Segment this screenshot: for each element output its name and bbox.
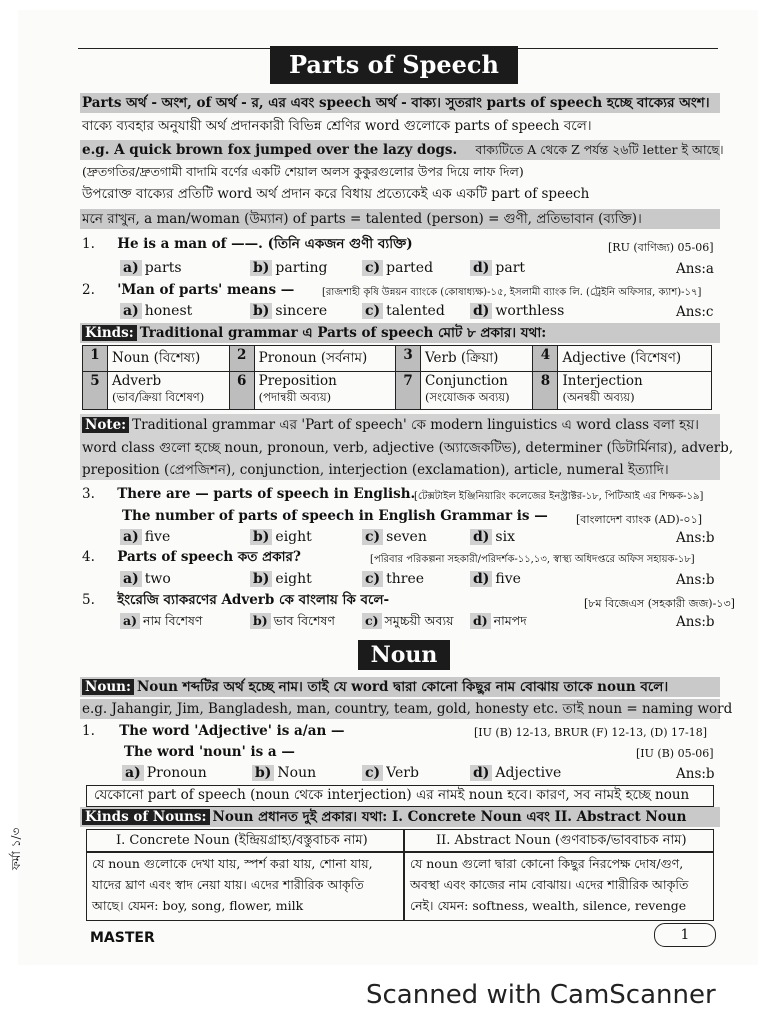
remember-line: মনে রাখুন, a man/woman (উম্যান) of parts = talented (person) = গুণী, প্রতিভাবান (ব্যক্তি)। — [82, 211, 642, 227]
question-3 — [82, 486, 415, 502]
table-cell: Adverb (ভাব/ক্রিয়া বিশেষণ) — [108, 372, 230, 410]
note-label: Note: — [82, 417, 129, 433]
option-b: b) ভাব বিশেষণ — [250, 613, 335, 629]
option-a: a) Pronoun — [122, 765, 207, 781]
answer: Ans:b — [676, 766, 715, 782]
table-cell-number: 6 — [229, 372, 254, 410]
option-a: a) two — [120, 571, 171, 587]
question-number: 2. — [82, 282, 95, 298]
section-title-noun: Noun — [358, 640, 450, 670]
intro-line-2: বাক্যে ব্যবহার অনুযায়ী অর্থ প্রদানকারী বিভিন্ন শ্রেণির word গুলোকে parts of speech বলে। — [82, 118, 592, 134]
noun-definition — [82, 679, 668, 695]
question-1 — [82, 236, 413, 252]
question-source: [৮ম বিজেএস (সহকারী জজ)-১৩] — [584, 597, 735, 610]
table-cell: Interjection (অনন্বয়ী অব্যয়) — [558, 372, 712, 410]
option-d: d) Adjective — [470, 765, 561, 781]
answer: Ans:b — [676, 614, 715, 630]
abstract-line-2: অবস্থা এবং কাজের নাম বোঝায়। এদের শারীরিক আকৃতি — [410, 877, 689, 892]
abstract-line-1: যে noun গুলো দ্বারা কোনো কিছুর নিরপেক্ষ দোষ/গুণ, — [410, 856, 684, 871]
question-source: [পরিবার পরিকল্পনা সহকারী/পরিদর্শক-১১,১৩, স্বাস্থ্য অধিদপ্তরে অফিস সহায়ক-১৮] — [370, 554, 695, 565]
abstract-noun-heading: II. Abstract Noun (গুণবাচক/ভাববাচক নাম) — [436, 833, 687, 848]
question-4 — [82, 549, 301, 565]
abstract-line-3: নেই। যেমন: softness, wealth, silence, revenge — [410, 898, 687, 913]
intro-line-1: Parts অর্থ - অংশ, of অর্থ - র, এর এবং speech অর্থ - বাক্য। সুতরাং parts of speech হচ্ছে বাক্যের অংশ। — [82, 95, 710, 111]
kinds-heading — [82, 325, 546, 341]
question-source: [টেক্সটাইল ইঞ্জিনিয়ারিং কলেজের ইনস্ট্রাক্টর-১৮, পিটিআই এর শিক্ষক-১৯] — [414, 491, 704, 502]
table-cell-number: 2 — [229, 346, 254, 372]
noun-example: e.g. Jahangir, Jim, Bangladesh, man, country, team, gold, honesty etc. তাই noun = naming word — [82, 701, 733, 717]
question-text: Parts of speech কত প্রকার? — [117, 549, 301, 565]
question-5 — [82, 592, 389, 608]
question-source: [IU (B) 12-13, BRUR (F) 12-13, (D) 17-18] — [474, 726, 708, 739]
noun-text: Noun শব্দটির অর্থ হচ্ছে নাম। তাই যে word দ্বারা কোনো কিছুর নাম বোঝায় তাকে noun বলে। — [136, 679, 669, 695]
side-form-text: ফর্মা ১/৩ — [9, 827, 23, 870]
option-c: c) parted — [362, 260, 433, 276]
question-text: 'Man of parts' means — — [117, 282, 295, 298]
table-cell: Noun (বিশেষ্য) — [108, 346, 230, 372]
question-text: The word 'Adjective' is a/an — — [119, 723, 345, 739]
note-line-3: preposition (প্রেপজিশন), conjunction, interjection (exclamation), article, numeral ইত্যাদি। — [82, 462, 669, 478]
table-cell-number: 7 — [396, 372, 421, 410]
option-a: a) parts — [120, 260, 182, 276]
concrete-line-1: যে noun গুলোকে দেখা যায়, স্পর্শ করা যায়, শোনা যায়, — [92, 856, 373, 871]
question-source: [RU (বাণিজ্য) 05-06] — [608, 241, 714, 254]
table-row — [83, 346, 712, 372]
option-b: b) sincere — [250, 303, 327, 319]
concrete-line-2: যাদের ঘ্রাণ এবং স্বাদ নেয়া যায়। এদের শারীরিক আকৃতি — [92, 877, 364, 892]
note-text: Traditional grammar এর 'Part of speech' কে modern linguistics এ word class বলা হয়। — [132, 417, 700, 433]
column-divider — [403, 829, 405, 921]
question-text: He is a man of ——. (তিনি একজন গুণী ব্যক্তি) — [117, 236, 413, 252]
answer: Ans:b — [676, 530, 715, 546]
intro-line-5: উপরোক্ত বাক্যের প্রতিটি word অর্থ প্রদান করে বিধায় প্রত্যেকেই এক একটি part of speech — [82, 186, 590, 202]
kinds-of-nouns — [82, 809, 686, 825]
question-source: [IU (B) 05-06] — [636, 747, 714, 760]
question-number: 1. — [82, 236, 95, 252]
option-b: b) Noun — [252, 765, 316, 781]
table-cell-number: 8 — [533, 372, 558, 410]
answer: Ans:a — [676, 261, 714, 277]
table-cell-number: 3 — [396, 346, 421, 372]
footer-brand: MASTER — [90, 930, 155, 946]
scanner-watermark: Scanned with CamScanner — [366, 980, 716, 1010]
noun-rule-text: যেকোনো part of speech (noun থেকে interjection) এর নামই noun হবে। কারণ, সব নামই হচ্ছে noun — [94, 787, 690, 803]
noun-label: Noun: — [82, 679, 134, 695]
example-sentence: e.g. A quick brown fox jumped over the lazy dogs. — [82, 142, 458, 158]
kinds-of-nouns-text: Noun প্রধানত দুই প্রকার। যথা: I. Concrete Noun এবং II. Abstract Noun — [212, 809, 687, 825]
question-text-alt: The word 'noun' is a — — [124, 744, 295, 760]
note-line-1 — [82, 417, 699, 433]
option-d: d) six — [470, 529, 515, 545]
intro-example — [82, 142, 724, 158]
option-d: d) five — [470, 571, 521, 587]
option-a: a) honest — [120, 303, 192, 319]
example-note: বাক্যটিতে A থেকে Z পর্যন্ত ২৬টি letter ই আছে। — [475, 142, 724, 157]
note-line-2: word class গুলো হচ্ছে noun, pronoun, verb, adjective (অ্যাজেকটিভ), determiner (ডিটার্মিনার), adverb, — [82, 440, 734, 456]
question-2 — [82, 282, 294, 298]
question-text: ইংরেজি ব্যাকরণের Adverb কে বাংলায় কি বলে- — [117, 592, 390, 608]
option-b: b) parting — [250, 260, 328, 276]
table-cell: Preposition (পদান্বয়ী অব্যয়) — [254, 372, 395, 410]
option-d: d) worthless — [470, 303, 564, 319]
question-number: 1. — [82, 723, 95, 739]
table-cell: Adjective (বিশেষণ) — [558, 346, 712, 372]
option-d: d) part — [470, 260, 525, 276]
option-a: a) five — [120, 529, 170, 545]
concrete-noun-heading: I. Concrete Noun (ইন্দ্রিয়গ্রাহ্য/বস্তুবাচক নাম) — [116, 833, 368, 848]
answer: Ans:b — [676, 572, 715, 588]
kinds-of-nouns-label: Kinds of Nouns: — [82, 809, 210, 825]
parts-of-speech-table — [82, 345, 712, 410]
option-c: c) Verb — [362, 765, 419, 781]
option-d: d) নামপদ — [470, 613, 527, 629]
option-c: c) সমুচ্চয়ী অব্যয় — [362, 613, 453, 629]
table-cell: Verb (ক্রিয়া) — [421, 346, 533, 372]
page-title: Parts of Speech — [270, 46, 518, 84]
table-cell: Conjunction (সংযোজক অব্যয়) — [421, 372, 533, 410]
question-source: [রাজশাহী কৃষি উন্নয়ন ব্যাংকে (কোষাধ্যক্ষ)-১৫, ইসলামী ব্যাংক লি. (ট্রেইনি অফিসার, ক্যাশ)-১৭] — [322, 287, 702, 298]
header-divider — [86, 851, 714, 853]
question-text: There are — parts of speech in English. — [117, 486, 416, 502]
question-text-alt: The number of parts of speech in English Grammar is — — [122, 508, 548, 524]
concrete-line-3: আছে। যেমন: boy, song, flower, milk — [92, 898, 304, 913]
page-number: 1 — [654, 923, 716, 947]
option-c: c) talented — [362, 303, 445, 319]
table-cell-number: 5 — [83, 372, 108, 410]
noun-question-1 — [82, 723, 344, 739]
kinds-label: Kinds: — [82, 325, 137, 341]
option-c: c) three — [362, 571, 424, 587]
table-row — [83, 372, 712, 410]
option-b: b) eight — [250, 571, 312, 587]
table-cell-number: 1 — [83, 346, 108, 372]
option-c: c) seven — [362, 529, 427, 545]
option-a: a) নাম বিশেষণ — [120, 613, 202, 629]
option-b: b) eight — [250, 529, 312, 545]
question-number: 3. — [82, 486, 95, 502]
intro-line-4: (দ্রুতগতির/দ্রুতগামী বাদামি বর্ণের একটি শেয়াল অলস কুকুরগুলোর উপর দিয়ে লাফ দিল) — [82, 164, 524, 179]
question-number: 4. — [82, 549, 95, 565]
table-cell-number: 4 — [533, 346, 558, 372]
table-cell: Pronoun (সর্বনাম) — [254, 346, 395, 372]
answer: Ans:c — [676, 304, 714, 320]
question-source: [বাংলাদেশ ব্যাংক (AD)-০১] — [576, 513, 703, 526]
question-number: 5. — [82, 592, 95, 608]
kinds-text: Traditional grammar এ Parts of speech মোট ৮ প্রকার। যথা: — [139, 325, 547, 341]
